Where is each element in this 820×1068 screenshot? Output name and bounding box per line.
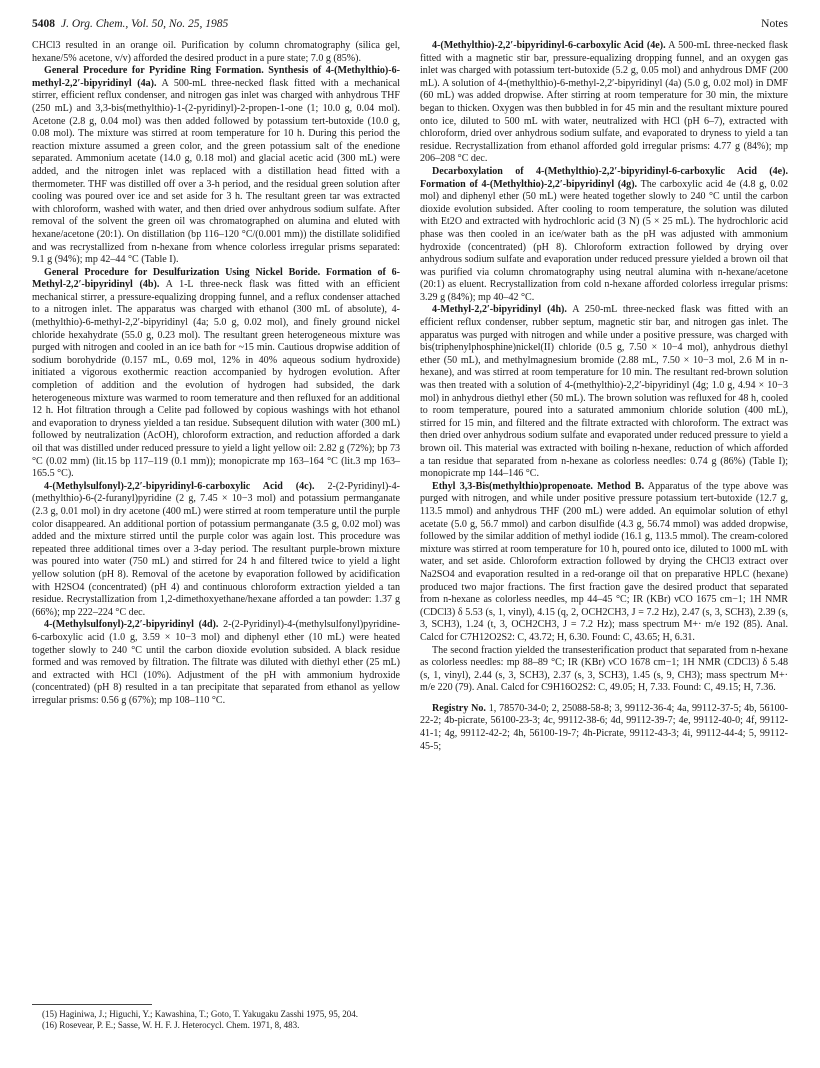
right-column: [420, 40, 788, 753]
footnote: (15) Haginiwa, J.; Higuchi, Y.; Kawashina, T.; Goto, T. Yakugaku Zasshi 1975, 95, 204.: [42, 1009, 359, 1019]
paragraph-title: 4-(Methylsulfonyl)-2,2′-bipyridinyl (4d).: [44, 619, 219, 631]
page-number: 5408: [32, 18, 55, 30]
paragraph-title: 4-(Methylthio)-2,2′-bipyridinyl-6-carboxylic Acid (4e).: [432, 40, 666, 51]
paragraph-text: A 500-mL three-necked flask fitted with a magnetic stir bar, pressure-equalizing dropping funnel, and an oxygen gas inlet was charged with potassium tert-butoxide (5.2 g, 0.05 mol) and anhydrous DMF (200 mL). A solution of 4-(methylthio)-6-methyl-2,2′-bipyridinyl (4a) (5.0 g, 0.02 mol) in DMF (60 mL) was added dropwise. After stirring at room temperature for 30 min, the mixture began to thicken. Oxygen was then bubbled in for 45 min and the resultant mixture poured onto ice, diluted to 500 mL with water, neutralized with HCl (pH 6–7), extracted with chloroform, dried over anhydrous sodium sulfate, and evaporated to dryness to yield a tan residue. Recrystallization from ethanol afforded gold irregular prisms: 4.77 g (84%); mp 206–208 °C dec.: [420, 40, 788, 165]
left-column: [32, 40, 400, 707]
footnote: (16) Rosevear, P. E.; Sasse, W. H. F. J. Heterocycl. Chem. 1971, 8, 483.: [42, 1020, 300, 1030]
paragraph-title: Registry No.: [432, 702, 486, 714]
paragraph: [420, 304, 788, 480]
paragraph-text: CHCl3 resulted in an orange oil. Purification by column chromatography (silica gel, hexane/5% acetone, v/v) afforded the desired product in a pure state; 7.0 g (85%).: [32, 40, 400, 64]
paragraph-text: The carboxylic acid 4e (4.8 g, 0.02 mol) and diphenyl ether (50 mL) were heated together slowly to 240 °C until the carbon dioxide evolution subsided. After cooling to room temperature, the solution was diluted with Et2O and extracted with hydrochloric acid (3 N) (5 × 25 mL). The hydrochloric acid phase was then cooled in an ice/water bath as the pH was adjusted with ammonium hydroxide (concentrated) (pH 8). Chloroform extraction followed by drying over anhydrous sodium sulfate and evaporation under reduced pressure yielded a brown oil that was purified via column chromatography using neutral alumina with n-hexane/acetone (20:1) as eluent. Recrystallization from cold n-hexane afforded colorless irregular prisms: 3.29 g (84%); mp 40–42 °C.: [420, 178, 788, 303]
footnotes: [32, 1004, 400, 1031]
paragraph-text: 2-(2-Pyridinyl)-4-(methylsulfonyl)pyridine-6-carboxylic acid (1.0 g, 3.59 × 10−3 mol) and diphenyl ether (10 mL) were heated together slowly to 240 °C until the carbon dioxide evolution subsided. A black residue formed and was removed by filtration. The filtrate was diluted with diethyl ether (25 mL) and extracted with HCl (10%). Adjustment of the pH with ammonium hydroxide (concentrated) (pH 8) resulted in a tan precipitate that separated from ethanol as yellow irregular prisms: 0.56 g (67%); mp 108–110 °C.: [32, 619, 400, 706]
header-left: [32, 18, 228, 30]
section-label: Notes: [761, 18, 788, 30]
paragraph-title: 4-(Methylsulfonyl)-2,2′-bipyridinyl-6-carboxylic Acid (4c).: [44, 480, 315, 492]
page-header: [32, 18, 788, 34]
registry-paragraph: [420, 703, 788, 753]
paragraph-title: General Procedure for Desulfurization Using Nickel Boride. Formation of 6-Methyl-2,2′-bipyridinyl (4b).: [32, 266, 400, 291]
paragraph: [420, 481, 788, 645]
paragraph-title: 4-Methyl-2,2′-bipyridinyl (4h).: [432, 304, 567, 316]
paragraph: [420, 166, 788, 305]
paragraph: [420, 645, 788, 695]
paragraph-title: Ethyl 3,3-Bis(methylthio)propenoate. Method B.: [432, 480, 645, 492]
paragraph-text: The second fraction yielded the transesterification product that separated from n-hexane as colorless needles: mp 88–89 °C; IR (KBr) νCO 1678 cm−1; 1H NMR (CDCl3) δ 5.48 (s, 1, vinyl), 2.44 (s, 3, SCH3), 2.37 (s, 3, SCH3), 1.45 (s, 9, CH3); mass spectrum M+· m/e 220 (79). Anal. Calcd for C9H16O2S2: C, 49.05; H, 7.33. Found: C, 49.15; H, 7.36.: [420, 644, 788, 694]
paragraph-title: General Procedure for Pyridine Ring Formation. Synthesis of 4-(Methylthio)-6-methyl-2,2′-bipyridinyl (4a).: [32, 65, 400, 89]
paragraph-text: A 500-mL three-necked flask fitted with a mechanical stirrer, efficient reflux condenser, and nitrogen gas inlet was charged with anhydrous THF (250 mL) and 3,3-bis(methylthio)-1-(2-pyridinyl)-2-propen-1-one (1; 10.0 g, 0.04 mol). Acetone (2.8 g, 0.04 mol) was then added followed by potassium tert-butoxide (10.0 g, 0.08 mol). The mixture was stirred at room temperature for 10 h. During this period the reaction mixture assumed a green color, and the green potassium salt of the enedione separated. Ammonium acetate (14.0 g, 0.18 mol) and glacial acetic acid (300 mL) were added, and the nitrogen inlet was replaced with a distillation head fitted with a thermometer. THF was distilled off over a 3-h period, and the residual green solution after cooling was poured over ice and set aside for 3 h. The resultant green tar was extracted with chloroform, washed with water, and then dried over anhydrous sodium sulfate. After removal of the solvent the green oil was chromatographed on alumina and eluted with hexane/acetone (20:1). On distillation (bp 116–120 °C/(0.001 mm)) the distillate solidified and was recrystallized from n-hexane from whence colorless irregular prisms separated: 9.1 g (94%); mp 42–44 °C (Table I).: [32, 77, 400, 266]
paragraph-title: Decarboxylation of 4-(Methylthio)-2,2′-bipyridinyl-6-carboxylic Acid (4e). Formation of 4-(Methylthio)-2,2′-bipyridinyl (4g).: [420, 165, 788, 190]
paragraph: [420, 40, 788, 166]
journal-citation: J. Org. Chem., Vol. 50, No. 25, 1985: [61, 18, 229, 30]
paragraph: [32, 40, 400, 65]
paragraph: [32, 481, 400, 620]
paragraph-text: A 250-mL three-necked flask was fitted with an efficient reflux condenser, rubber septum, magnetic stir bar, and nitrogen gas inlet. The apparatus was purged with nitrogen and while under a positive pressure, was charged with bis(triphenylphosphine)nickel(II) chloride (0.5 g, 7.50 × 10−4 mol), anhydrous diethyl ether (50 mL), and methylmagnesium bromide (2.88 mL, 7.50 × 10−3 mol, 2.6 M in n-hexane), and was stirred at room temperature for 10 min. The resultant red-brown solution was then treated with a solution of 4-(methylthio)-2,2′-bipyridinyl (4g; 1.0 g, 4.94 × 10−3 mol) in anhydrous diethyl ether (50 mL). The brown solution was refluxed for 48 h, cooled to room temperature, poured into a saturated ammonium chloride solution (400 mL), stirred for 15 min, and filtered and the filtrate extracted with chloroform. The extract was then dried over anhydrous sodium sulfate and evaporated under reduced pressure to yield a brown oil. This material was extracted with boiling n-hexane, reduction of which afforded a tan residue that separated from n-hexane as colorless needles: 0.74 g (86%) (Table I); monopicrate mp 144–146 °C.: [420, 304, 789, 480]
paragraph-text: 2-(2-Pyridinyl)-4-(methylthio)-6-(2-furanyl)pyridine (2 g, 7.45 × 10−3 mol) and potassium permanganate (2.3 g, 0.01 mol) in dry acetone (400 mL) were stirred at room temperature until the purple color disappeared. An additional portion of potassium permanganate (3.5 g, 0.02 mol) was added and the mixture stirred until the purple color was again lost. This procedure was repeated three additional times over a 3-day period. The resultant purple-brown mixture was poured into water (750 mL) and stirred for 24 h and filtered twice to yield a light yellow solution (pH 8). Removal of the acetone by evaporation followed by acidification with H2SO4 (concentrated) (pH 4) and continuous chloroform extraction yielded a tan residue. Recrystallization from 1,2-dimethoxyethane/hexane afforded a tan powder: 1.37 g (66%); mp 222–224 °C dec.: [32, 480, 401, 618]
paragraph-text: A 1-L three-neck flask was fitted with an efficient mechanical stirrer, a pressure-equalizing dropping funnel, and a reflux condenser attached to a nitrogen inlet. The apparatus was charged with ethanol (300 mL of absolute), 4-(methylthio)-6-methyl-2,2′-bipyridinyl (4a; 5.0 g, 0.02 mol), and finely ground nickel chloride hexahydrate (55.0 g, 0.23 mol). The resultant green heterogeneous mixture was purged with nitrogen and cooled in an ice bath for ~15 min. Cautious dropwise addition of sodium borohydride (0.157 mL, 0.69 mol, 12% in 40% aqueous sodium hydroxide) initiated a vigorous exothermic reaction accompanied by hydrogen evolution. After completion of addition and the evolution of hydrogen had subsided, the dark heterogeneous mixture was warmed to room temerature and then refluxed for an additional 12 h. Hot filtration through a Celite pad followed by copious washings with hot ethanol and evaporation to dryness yielded a tan residue. Subsequent dilution with water (300 mL) followed by neutralization (AcOH), chloroform extraction, and reduction afforded a dark oil that was distilled under reduced pressure to yield a light yellow oil: 2.82 g (72%); bp 73 °C (0.02 mm) (lit.15 bp 117–119 (0.1 mm)); monopicrate mp 163–164 °C (lit.3 mp 163–165.5 °C).: [32, 279, 400, 480]
footnote-rule: [32, 1004, 152, 1005]
paragraph-text: Apparatus of the type above was purged with nitrogen, and while under positive pressure potassium tert-butoxide (12.7 g, 113.5 mmol) and anhydrous THF (200 mL) were added. An equimolar solution of ethyl acetate (5.0 g, 56.7 mmol) and carbon disulfide (4.3 g, 56.74 mmol) was added dropwise, followed by the similar addition of methyl iodide (16.1 g, 113.5 mmol). The cream-colored mixture was stirred at room temperature for 10 h, poured onto ice, diluted to 1000 mL with water, and set aside. Chloroform extraction followed by drying the CHCl3 extract over Na2SO4 and evaporation resulted in a red-orange oil that on preparative HPLC (hexane) produced two major fractions. The first fraction gave the desired product that separated from n-hexane as colorless needles, mp 44–45 °C; IR (KBr) νCO 1675 cm−1; 1H NMR (CDCl3) δ 5.53 (s, 1, vinyl), 4.15 (q, 2, OCH2CH3, J = 7.2 Hz), 2.47 (s, 3, SCH3), 2.39 (s, 3, SCH3), 1.24 (t, 3, OCH2CH3, J = 7.2 Hz); mass spectrum M+· m/e 192 (85). Anal. Calcd for C7H12O2S2: C, 43.72; H, 6.30. Found: C, 43.65; H, 6.31.: [420, 480, 788, 643]
paragraph: [32, 65, 400, 267]
paragraph: [32, 619, 400, 707]
paragraph: [32, 267, 400, 481]
paragraph-text: 1, 78570-34-0; 2, 25088-58-8; 3, 99112-36-4; 4a, 99112-37-5; 4b, 56100-22-2; 4b-picrate, 56100-23-3; 4c, 99112-38-6; 4d, 99112-39-7; 4e, 99112-40-0; 4f, 99112-41-1; 4g, 99112-42-2; 4h, 56100-19-7; 4h-Picrate, 99112-43-3; 4i, 99112-44-4; 5, 99112-45-5;: [420, 702, 788, 752]
